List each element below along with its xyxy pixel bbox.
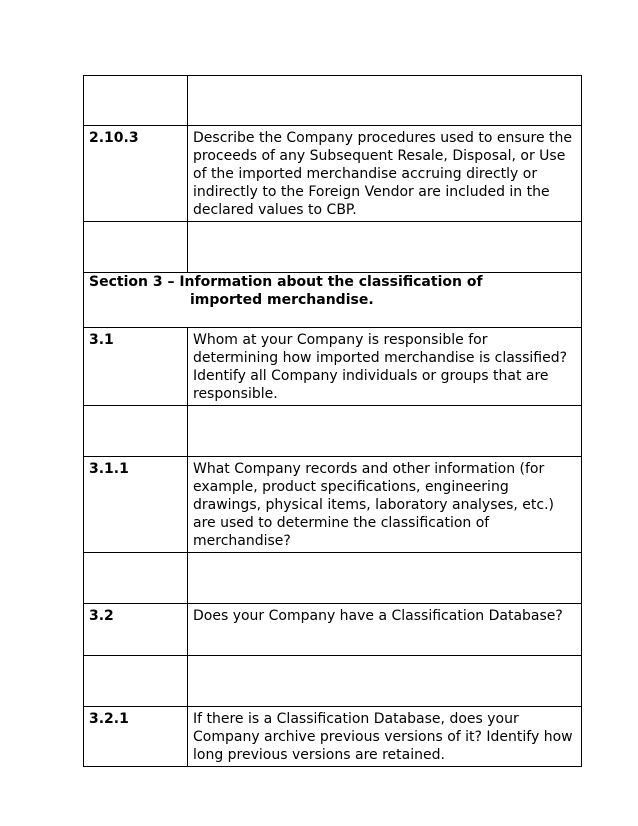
empty-number-cell: [84, 553, 188, 604]
questionnaire-table: [83, 75, 582, 767]
empty-number-cell: [84, 406, 188, 457]
empty-text-cell: [188, 406, 582, 457]
empty-text-cell: [188, 656, 582, 707]
empty-text-cell: [188, 553, 582, 604]
item-number: 3.2.1: [84, 707, 188, 767]
item-number: 3.2: [84, 604, 188, 656]
item-question: Describe the Company procedures used to ensure the proceeds of any Subsequent Resale, Disposal, or Use of the imported merchandise accruing directly or indirectly to the Foreign Vendor are included in the declared values to CBP.: [188, 126, 582, 222]
item-number: 3.1.1: [84, 457, 188, 553]
section-heading-line-2: imported merchandise.: [190, 292, 374, 308]
item-question: Whom at your Company is responsible for determining how imported merchandise is classified? Identify all Company individuals or groups that are responsible.: [188, 328, 582, 406]
table-row-3-2-1: [84, 707, 582, 767]
table-row-spacer: [84, 406, 582, 457]
item-number: 2.10.3: [84, 126, 188, 222]
item-number: 3.1: [84, 328, 188, 406]
table-row-spacer: [84, 656, 582, 707]
empty-text-cell: [188, 222, 582, 273]
item-question: Does your Company have a Classification Database?: [188, 604, 582, 656]
empty-text-cell: [188, 76, 582, 126]
table-row-3-1-1: [84, 457, 582, 553]
empty-number-cell: [84, 76, 188, 126]
empty-number-cell: [84, 656, 188, 707]
section-heading-row: [84, 273, 582, 328]
item-question: What Company records and other information (for example, product specifications, engineering drawings, physical items, laboratory analyses, etc.) are used to determine the classification of merchandise?: [188, 457, 582, 553]
table-row-3-1: [84, 328, 582, 406]
section-heading-line-1: Section 3 – Information about the classification of: [89, 274, 483, 290]
section-heading: [84, 273, 582, 328]
item-question: If there is a Classification Database, does your Company archive previous versions of it? Identify how long previous versions are retained.: [188, 707, 582, 767]
table-row-spacer: [84, 553, 582, 604]
table-row-2-10-3: [84, 126, 582, 222]
table-row-spacer: [84, 76, 582, 126]
table-row-spacer: [84, 222, 582, 273]
empty-number-cell: [84, 222, 188, 273]
table-row-3-2: [84, 604, 582, 656]
